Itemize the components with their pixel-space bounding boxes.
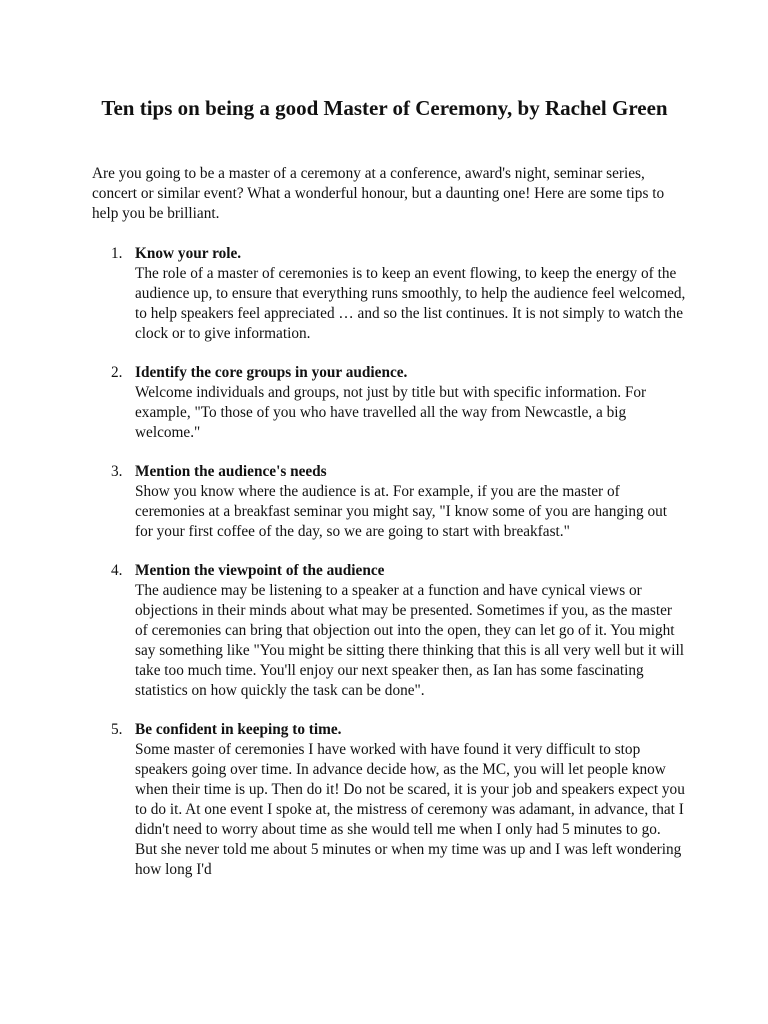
tip-body: The role of a master of ceremonies is to keep an event flowing, to keep the energy of the audience up, to ensure that everything runs smoothly, to help the audience feel welcomed, to help speakers feel appreciated … and so the list continues. It is not simply to watch the clock or to give information. (135, 265, 686, 342)
tip-number: 5. (111, 721, 123, 738)
tip-body: Show you know where the audience is at. For example, if you are the master of ceremonies at a breakfast seminar you might say, "I know some of you are hanging out for your first coffee of the day, so we are going to start with breakfast." (135, 483, 667, 540)
list-item (92, 462, 686, 542)
tip-number: 4. (111, 562, 123, 579)
tip-number: 2. (111, 364, 123, 381)
list-item (92, 720, 686, 880)
document-title: Ten tips on being a good Master of Ceremony, by Rachel Green (101, 96, 668, 120)
list-item (92, 561, 686, 701)
tip-number: 1. (111, 245, 123, 262)
tip-body: The audience may be listening to a speaker at a function and have cynical views or objections in their minds about what may be presented. Sometimes if you, as the master of ceremonies can bring that objection out into the open, they can let go of it. You might say something like "You might be sitting there thinking that this is all very well but it will take too much time. You'll enjoy our next speaker then, as Ian has some fascinating statistics on how quickly the task can be done". (135, 582, 684, 699)
tip-body: Welcome individuals and groups, not just by title but with specific information. For example, "To those of you who have travelled all the way from Newcastle, a big welcome." (135, 384, 647, 441)
tip-heading: Mention the audience's needs (135, 463, 327, 480)
tip-number: 3. (111, 463, 123, 480)
tip-heading: Identify the core groups in your audience. (135, 364, 408, 381)
tip-heading: Be confident in keeping to time. (135, 721, 342, 738)
tip-heading: Know your role. (135, 245, 242, 262)
list-item (92, 244, 686, 344)
list-item (92, 363, 686, 443)
tip-heading: Mention the viewpoint of the audience (135, 562, 385, 579)
intro-paragraph: Are you going to be a master of a ceremony at a conference, award's night, seminar series, concert or similar event? What a wonderful honour, but a daunting one! Here are some tips to help you be brilliant. (92, 165, 665, 222)
tips-list (92, 244, 686, 899)
tip-body: Some master of ceremonies I have worked with have found it very difficult to stop speakers going over time. In advance decide how, as the MC, you will let people know when their time is up. Then do it! Do not be scared, it is your job and speakers expect you to do it. At one event I spoke at, the mistress of ceremony was adamant, in advance, that I didn't need to worry about time as she would tell me when I only had 5 minutes to go. But she never told me about 5 minutes or when my time was up and I was left wondering how long I'd (135, 741, 685, 878)
